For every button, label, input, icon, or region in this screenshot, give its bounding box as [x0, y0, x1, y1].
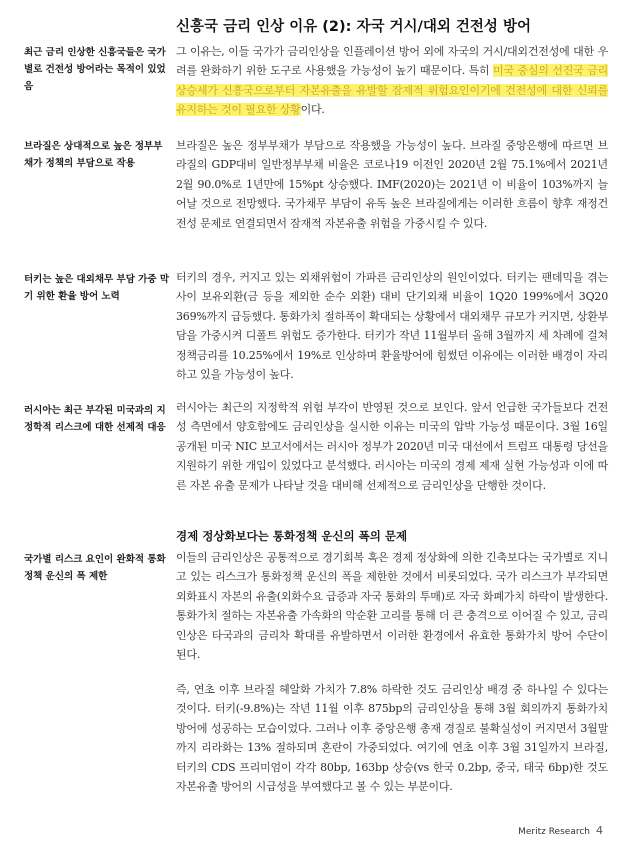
paragraph-4: 러시아는 최근의 지정학적 위험 부각이 반영된 것으로 보인다. 앞서 언급한 국가들보다 건전성 측면에서 양호함에도 금리인상을 실시한 이유는 미국의 압박 가능성 때문이다. 3월 16일 공개된 미국 NIC 보고서에서는 러시아 정부가 2020년 미국 대선에서 트럼프 대통령 당선을 지원하기 위한 개입이 있었다고 분석했다. 러시아는 미국의 경제 제재 실현 가능성과 이에 따른 자본 유출 문제가 나타날 것을 대비해 선제적으로 금리인상을 단행한 것이다. [176, 401, 608, 492]
paragraph-1-end: 이다. [300, 103, 325, 117]
sidenote-1: 최근 금리 인상한 신흥국들은 국가별로 건전성 방어라는 목적이 있었음 [24, 47, 166, 92]
paragraph-3: 터키의 경우, 커지고 있는 외채위험이 가파른 금리인상의 원인이었다. 터키는 팬데믹을 겪는 사이 보유외환(금 등을 제외한 순수 외환) 대비 단기외채 비율이 1Q20 199%에서 3Q20 369%까지 급등했다. 통화가치 절하폭이 확대되는 상황에서 대외채무 규모가 커지면, 상환부담을 가중시켜 디폴트 위험도 증가한다. 터키가 작년 11월부터 올해 3월까지 세 차례에 걸쳐 정책금리를 10.25%에서 19%로 인상하며 환율방어에 힘썼던 이유에는 이러한 배경이 자리하고 있을 가능성이 높다. [176, 271, 608, 382]
sidenote-3: 터키는 높은 대외채무 부담 가중 막기 위한 환율 방어 노력 [24, 274, 170, 302]
paragraph-1 [176, 42, 608, 120]
sidenote-4: 러시아는 최근 부각된 미국과의 지정학적 리스크에 대한 선제적 대응 [24, 405, 166, 433]
page-number: 4 [596, 824, 603, 837]
sidenote-2: 브라질은 상대적으로 높은 정부부채가 정책의 부담으로 작용 [24, 141, 163, 169]
paragraph-1-text: 그 이유는, 이들 국가가 금리인상을 인플레이션 방어 외에 자국의 거시/대외건전성에 대한 우려를 완화하기 위한 도구로 사용했을 가능성이 높기 때문이다. 특히 [176, 45, 608, 78]
page-title: 신흥국 금리 인상 이유 (2): 자국 거시/대외 건전성 방어 [176, 19, 531, 35]
paragraph-6: 즉, 연초 이후 브라질 헤알화 가치가 7.8% 하락한 것도 금리인상 배경 중 하나일 수 있다는 것이다. 터키(-9.8%)는 작년 11월 이후 875bp의 금리인상을 통해 3월 회의까지 통화가치 방어에 성공하는 모습이었다. 그러나 이후 중앙은행 총재 경질로 불확실성이 커지면서 3월말까지 리라화는 13% 절하되며 혼란이 가중되었다. 여기에 연초 이후 3월 31일까지 브라질, 터키의 CDS 프리미엄이 각각 80bp, 163bp 상승(vs 한국 0.2bp, 중국, 태국 6bp)한 것도 자본유출 방어의 시급성을 부여했다고 볼 수 있는 부분이다. [176, 683, 608, 794]
footer-brand: Meritz Research [518, 827, 590, 837]
sidenote-5: 국가별 리스크 요인이 완화적 통화정책 운신의 폭 제한 [24, 554, 166, 582]
paragraph-2: 브라질은 높은 정부부채가 부담으로 작용했을 가능성이 높다. 브라질 중앙은행에 따르면 브라질의 GDP대비 일반정부부채 비율은 코로나19 이전인 2020년 2월 75.1%에서 2021년 2월 90.0%로 1년만에 15%pt 상승했다. IMF(2020)는 2021년 이 비율이 103%까지 늘어날 것으로 전망했다. 국가채무 부담이 유독 높은 브라질에게는 이러한 흐름이 향후 재정건전성 문제로 연결되면서 잠재적 자본유출 위험을 가중시킬 수 있다. [176, 139, 608, 230]
highlighted-text: 미국 중심의 선진국 금리 상승세가 신흥국으로부터 자본유출을 유발할 잠재적 위험요인이기에 건전성에 대한 신뢰를 유지하는 것이 필요한 상황 [176, 64, 608, 117]
subheading: 경제 정상화보다는 통화정책 운신의 폭의 문제 [176, 529, 408, 543]
footer [518, 824, 603, 837]
paragraph-5: 이들의 금리인상은 공통적으로 경기회복 혹은 경제 정상화에 의한 긴축보다는 국가별로 지니고 있는 리스크가 통화정책 운신의 폭을 제한한 것에서 비롯되었다. 국가 리스크가 부각되면 외화표시 자본의 유출(외화수요 급증과 자국 통화의 투매)로 자국 화폐가치 하락이 발생한다. 통화가치 절하는 자본유출 가속화의 악순환 고리를 통해 더 큰 충격으로 이어질 수 있고, 금리인상은 타국과의 금리차 확대를 유발하면서 이러한 환경에서 유효한 통화가치 방어 수단이 된다. [176, 551, 608, 662]
